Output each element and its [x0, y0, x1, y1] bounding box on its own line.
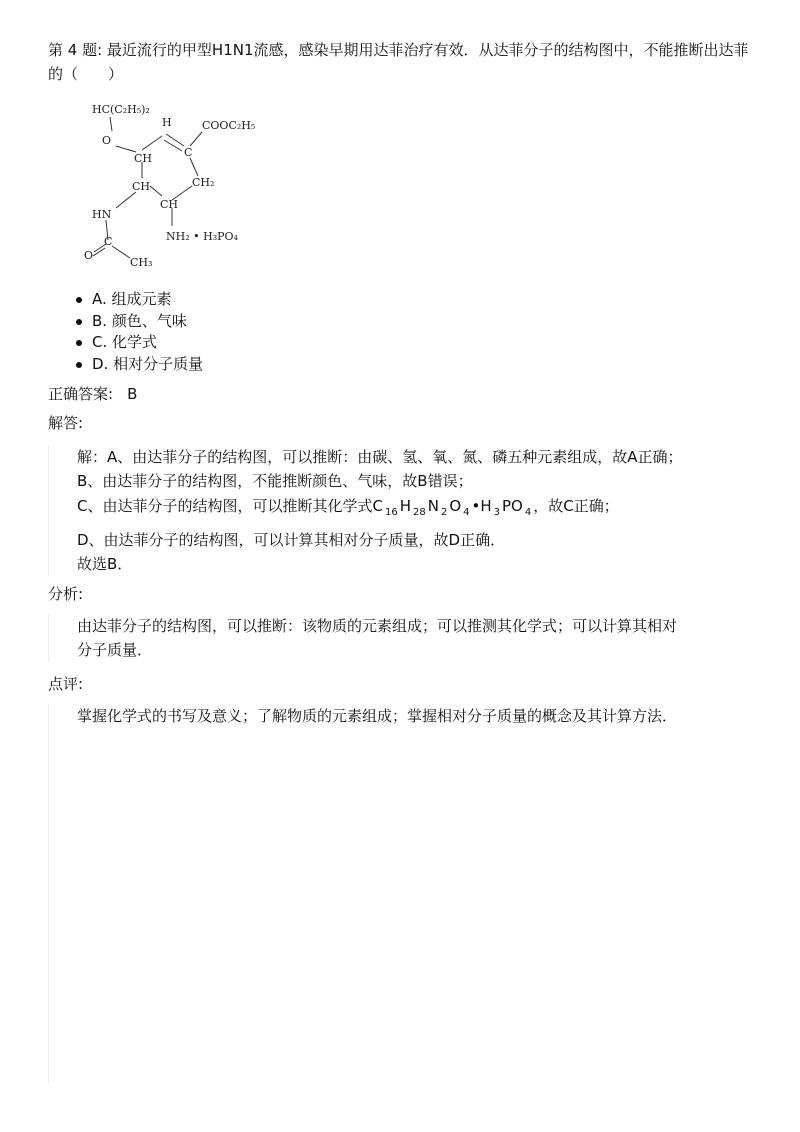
formula-po: PO	[502, 497, 523, 515]
subscript-2: 2	[440, 507, 448, 518]
question-text: 最近流行的甲型H1N1流感，感染早期用达菲治疗有效．从达菲分子的结构图中，不能推断出达菲的（ ）	[48, 41, 749, 83]
subscript-4: 4	[463, 507, 470, 518]
solution-line-a: 解：A、由达菲分子的结构图，可以推断：由碳、氢、氧、氮、磷五种元素组成，故A正确；	[77, 448, 683, 466]
label-hn: HN	[92, 208, 112, 221]
subscript-16: 16	[384, 507, 398, 518]
bond-c-ch3	[112, 246, 130, 258]
solution-line-c-suffix: ，故C正确；	[533, 497, 619, 515]
solution-line-d: D、由达菲分子的结构图，可以计算其相对分子质量，故D正确．	[77, 531, 506, 549]
question-stem	[48, 38, 758, 86]
correct-answer	[48, 383, 137, 406]
formula-n: N	[427, 497, 439, 515]
formula-dot-h: •H	[471, 497, 492, 515]
label-ch2: CH₂	[192, 176, 215, 189]
solution-label: 解答:	[48, 414, 84, 432]
label-carbonyl-o: O	[84, 249, 94, 262]
formula-o: O	[449, 497, 462, 515]
answer-value: B	[127, 385, 138, 403]
question-number: 第 4 题:	[48, 41, 103, 59]
label-c-top: C	[184, 146, 193, 159]
bond-ring-double-2	[164, 140, 182, 151]
subscript-28: 28	[412, 507, 426, 518]
solution-body	[48, 445, 777, 576]
analysis-line-2: 分子质量．	[77, 641, 153, 659]
solution-line-c	[77, 494, 777, 525]
bond-ch-ch-top	[142, 136, 162, 150]
bond-c-ester	[190, 132, 202, 146]
option-b[interactable]: B. 颜色、气味	[70, 311, 203, 333]
solution-line-c-prefix: C、由达菲分子的结构图，可以推断其化学式C	[77, 497, 383, 515]
subscript-3: 3	[493, 507, 501, 518]
comment-label: 点评:	[48, 675, 84, 693]
bond-ch-o	[110, 117, 112, 131]
formula-h: H	[399, 497, 411, 515]
label-ch3: CH₃	[130, 256, 153, 269]
comment-line: 掌握化学式的书写及意义；了解物质的元素组成；掌握相对分子质量的概念及其计算方法．	[77, 707, 678, 725]
solution-line-b: B、由达菲分子的结构图，不能推断颜色、气味，故B错误；	[77, 472, 473, 490]
answer-label: 正确答案:	[48, 385, 114, 403]
tamiflu-structure-diagram	[80, 96, 270, 272]
label-nh2-h3po4: NH₂ • H₃PO₄	[166, 230, 238, 243]
option-list	[70, 289, 203, 375]
label-ch-left: CH	[132, 180, 151, 193]
label-h-top: H	[162, 116, 172, 129]
bond-ch-ch-left	[150, 186, 162, 196]
bond-ch-hn	[116, 192, 136, 208]
subscript-4b: 4	[524, 507, 532, 518]
analysis-line-1: 由达菲分子的结构图，可以推断：该物质的元素组成；可以推测其化学式；可以计算其相对	[77, 617, 678, 635]
option-a[interactable]: A. 组成元素	[70, 289, 203, 311]
bond-ring-double-1	[166, 134, 184, 146]
option-c[interactable]: C. 化学式	[70, 332, 203, 354]
label-ch-top: CH	[134, 152, 153, 165]
analysis-body	[48, 614, 777, 662]
analysis-label: 分析:	[48, 585, 84, 603]
comment-body	[48, 704, 777, 1084]
label-ch-bottom: CH	[160, 198, 179, 211]
bond-o-ch	[116, 146, 136, 152]
option-d[interactable]: D. 相对分子质量	[70, 354, 203, 376]
label-ester: COOC₂H₅	[202, 119, 256, 132]
label-hc-ethyl: HC(C₂H₅)₂	[92, 103, 150, 116]
solution-conclusion: 故选B．	[77, 555, 133, 573]
label-c-carbonyl: C	[104, 235, 113, 248]
bond-c-ch2	[190, 158, 198, 176]
label-ether-o: O	[102, 134, 112, 147]
